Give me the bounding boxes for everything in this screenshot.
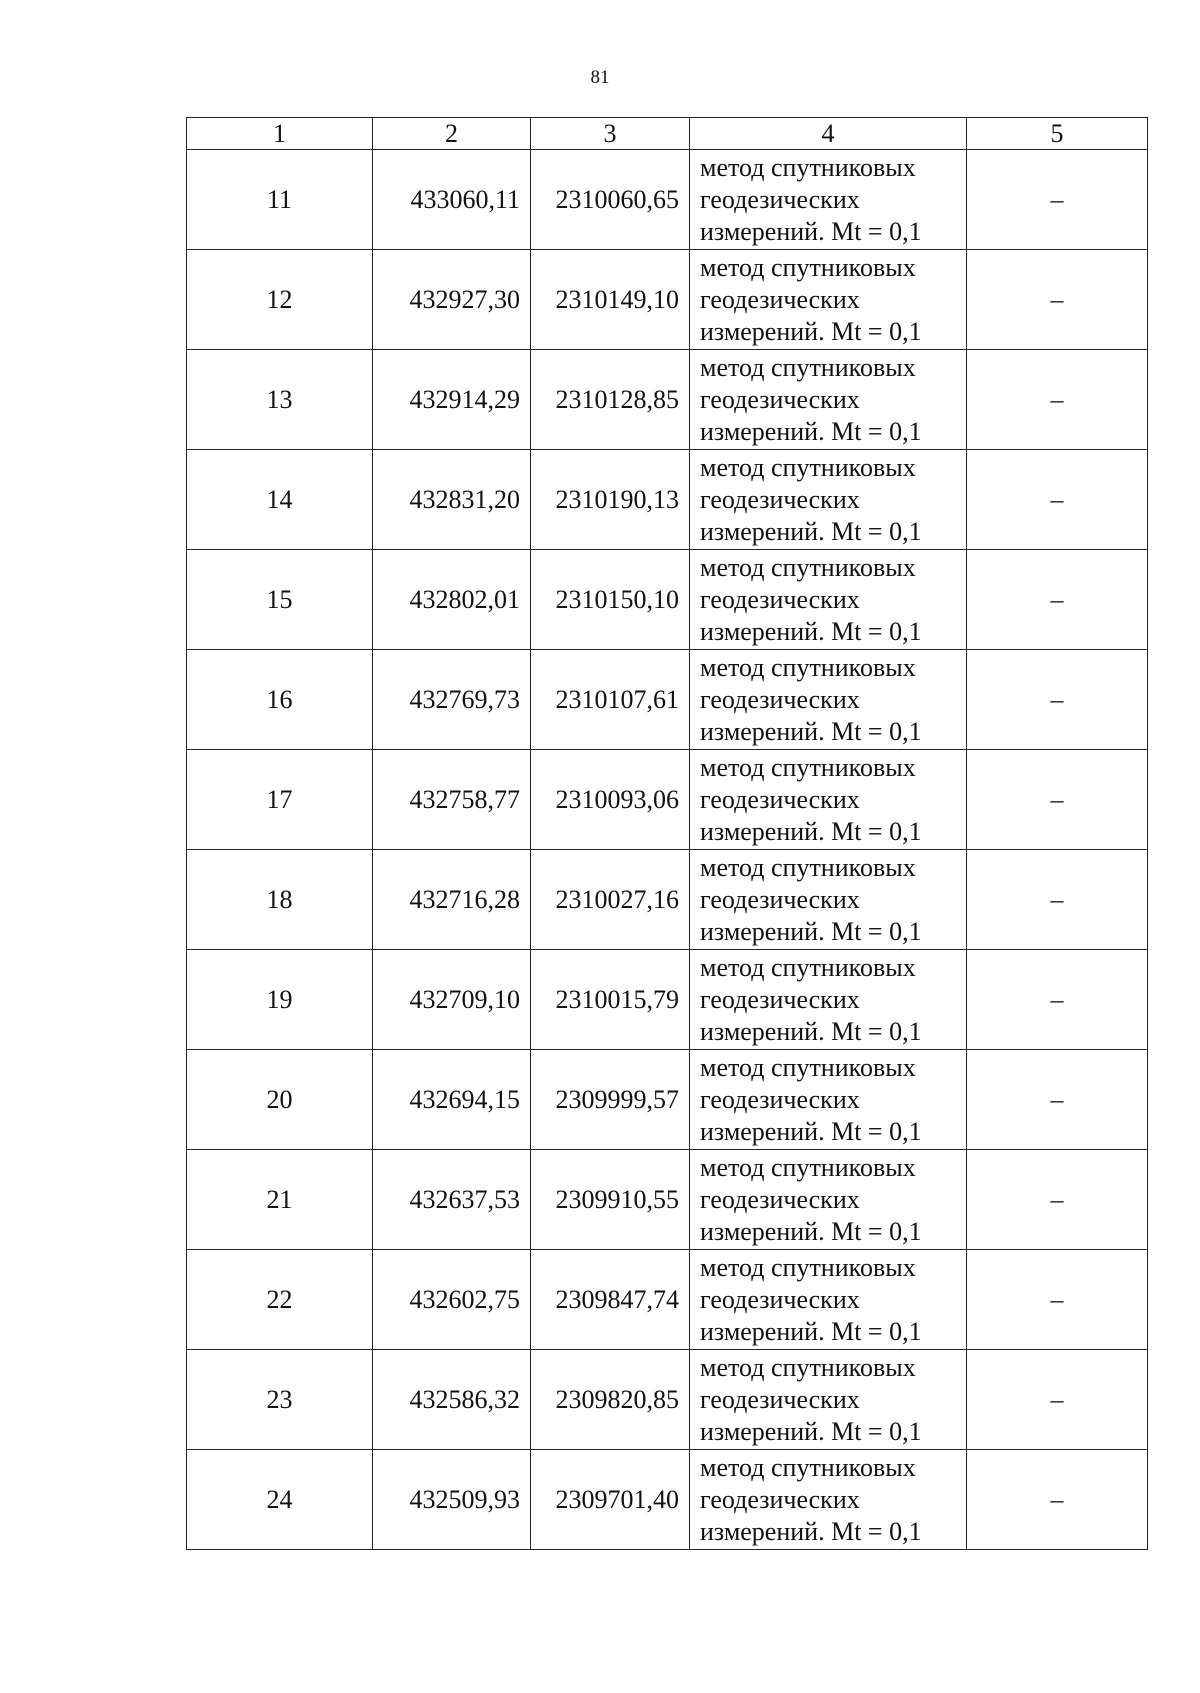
- y-coordinate-cell: 2310027,16: [531, 850, 690, 950]
- method-cell: [690, 1150, 967, 1250]
- method-text-line: метод спутниковых: [700, 652, 916, 682]
- method-text-line: измерений. Mt = 0,1: [700, 616, 922, 646]
- x-coordinate-cell: 433060,11: [373, 150, 531, 250]
- method-cell: [690, 250, 967, 350]
- note-cell: –: [967, 1250, 1148, 1350]
- y-coordinate-cell: 2309999,57: [531, 1050, 690, 1150]
- y-coordinate-cell: 2310190,13: [531, 450, 690, 550]
- method-text-line: метод спутниковых: [700, 1352, 916, 1382]
- x-coordinate-cell: 432637,53: [373, 1150, 531, 1250]
- method-cell: [690, 650, 967, 750]
- y-coordinate-cell: 2310107,61: [531, 650, 690, 750]
- note-cell: –: [967, 350, 1148, 450]
- x-coordinate-cell: 432509,93: [373, 1450, 531, 1550]
- table-body: [187, 118, 1148, 1550]
- method-cell: [690, 1250, 967, 1350]
- table-row: [187, 350, 1148, 450]
- note-cell: –: [967, 850, 1148, 950]
- table-header-row: [187, 118, 1148, 150]
- method-text-line: геодезических: [700, 784, 860, 814]
- coordinates-table: [186, 117, 1148, 1550]
- note-cell: –: [967, 1050, 1148, 1150]
- table-row: [187, 250, 1148, 350]
- point-number-cell: 15: [187, 550, 373, 650]
- method-cell: [690, 1450, 967, 1550]
- note-cell: –: [967, 450, 1148, 550]
- table-row: [187, 450, 1148, 550]
- x-coordinate-cell: 432694,15: [373, 1050, 531, 1150]
- point-number-cell: 24: [187, 1450, 373, 1550]
- method-text-line: измерений. Mt = 0,1: [700, 1316, 922, 1346]
- method-text-line: геодезических: [700, 884, 860, 914]
- x-coordinate-cell: 432769,73: [373, 650, 531, 750]
- x-coordinate-cell: 432914,29: [373, 350, 531, 450]
- point-number-cell: 11: [187, 150, 373, 250]
- point-number-cell: 14: [187, 450, 373, 550]
- method-text-line: метод спутниковых: [700, 252, 916, 282]
- note-cell: –: [967, 750, 1148, 850]
- method-text-line: измерений. Mt = 0,1: [700, 1016, 922, 1046]
- point-number-cell: 12: [187, 250, 373, 350]
- method-cell: [690, 1350, 967, 1450]
- method-text-line: геодезических: [700, 184, 860, 214]
- y-coordinate-cell: 2310093,06: [531, 750, 690, 850]
- point-number-cell: 19: [187, 950, 373, 1050]
- table-row: [187, 950, 1148, 1050]
- y-coordinate-cell: 2309910,55: [531, 1150, 690, 1250]
- method-text-line: измерений. Mt = 0,1: [700, 1516, 922, 1546]
- method-text-line: измерений. Mt = 0,1: [700, 1416, 922, 1446]
- table-row: [187, 1050, 1148, 1150]
- method-cell: [690, 950, 967, 1050]
- point-number-cell: 18: [187, 850, 373, 950]
- point-number-cell: 22: [187, 1250, 373, 1350]
- method-text-line: геодезических: [700, 384, 860, 414]
- method-text-line: измерений. Mt = 0,1: [700, 716, 922, 746]
- point-number-cell: 20: [187, 1050, 373, 1150]
- method-text-line: геодезических: [700, 1384, 860, 1414]
- table-row: [187, 1450, 1148, 1550]
- x-coordinate-cell: 432758,77: [373, 750, 531, 850]
- header-cell-point-number: 1: [187, 118, 373, 150]
- table-row: [187, 1150, 1148, 1250]
- method-text-line: метод спутниковых: [700, 852, 916, 882]
- note-cell: –: [967, 1150, 1148, 1250]
- point-number-cell: 17: [187, 750, 373, 850]
- table-row: [187, 1350, 1148, 1450]
- x-coordinate-cell: 432802,01: [373, 550, 531, 650]
- x-coordinate-cell: 432586,32: [373, 1350, 531, 1450]
- method-text-line: геодезических: [700, 284, 860, 314]
- y-coordinate-cell: 2310150,10: [531, 550, 690, 650]
- method-text-line: геодезических: [700, 1284, 860, 1314]
- method-text-line: измерений. Mt = 0,1: [700, 916, 922, 946]
- method-text-line: измерений. Mt = 0,1: [700, 1216, 922, 1246]
- method-text-line: метод спутниковых: [700, 752, 916, 782]
- method-text-line: геодезических: [700, 984, 860, 1014]
- note-cell: –: [967, 1350, 1148, 1450]
- method-text-line: метод спутниковых: [700, 1152, 916, 1182]
- header-cell-note: 5: [967, 118, 1148, 150]
- method-cell: [690, 850, 967, 950]
- y-coordinate-cell: 2310015,79: [531, 950, 690, 1050]
- table-row: [187, 1250, 1148, 1350]
- x-coordinate-cell: 432716,28: [373, 850, 531, 950]
- method-text-line: метод спутниковых: [700, 1452, 916, 1482]
- header-cell-x: 2: [373, 118, 531, 150]
- table-row: [187, 650, 1148, 750]
- note-cell: –: [967, 250, 1148, 350]
- method-text-line: измерений. Mt = 0,1: [700, 816, 922, 846]
- method-text-line: геодезических: [700, 584, 860, 614]
- point-number-cell: 23: [187, 1350, 373, 1450]
- method-text-line: метод спутниковых: [700, 952, 916, 982]
- table-row: [187, 150, 1148, 250]
- note-cell: –: [967, 650, 1148, 750]
- y-coordinate-cell: 2309820,85: [531, 1350, 690, 1450]
- x-coordinate-cell: 432927,30: [373, 250, 531, 350]
- method-cell: [690, 1050, 967, 1150]
- table-row: [187, 850, 1148, 950]
- y-coordinate-cell: 2309701,40: [531, 1450, 690, 1550]
- method-cell: [690, 450, 967, 550]
- note-cell: –: [967, 1450, 1148, 1550]
- x-coordinate-cell: 432602,75: [373, 1250, 531, 1350]
- header-cell-method: 4: [690, 118, 967, 150]
- x-coordinate-cell: 432709,10: [373, 950, 531, 1050]
- method-text-line: геодезических: [700, 1084, 860, 1114]
- method-text-line: измерений. Mt = 0,1: [700, 1116, 922, 1146]
- x-coordinate-cell: 432831,20: [373, 450, 531, 550]
- note-cell: –: [967, 950, 1148, 1050]
- method-text-line: измерений. Mt = 0,1: [700, 316, 922, 346]
- header-cell-y: 3: [531, 118, 690, 150]
- point-number-cell: 13: [187, 350, 373, 450]
- method-cell: [690, 350, 967, 450]
- method-text-line: метод спутниковых: [700, 1252, 916, 1282]
- point-number-cell: 16: [187, 650, 373, 750]
- method-text-line: измерений. Mt = 0,1: [700, 416, 922, 446]
- y-coordinate-cell: 2309847,74: [531, 1250, 690, 1350]
- method-text-line: измерений. Mt = 0,1: [700, 216, 922, 246]
- page-number: 81: [590, 67, 610, 88]
- method-cell: [690, 750, 967, 850]
- table-row: [187, 750, 1148, 850]
- method-cell: [690, 150, 967, 250]
- method-text-line: геодезических: [700, 1184, 860, 1214]
- point-number-cell: 21: [187, 1150, 373, 1250]
- y-coordinate-cell: 2310128,85: [531, 350, 690, 450]
- method-text-line: метод спутниковых: [700, 152, 916, 182]
- method-cell: [690, 550, 967, 650]
- method-text-line: геодезических: [700, 1484, 860, 1514]
- method-text-line: метод спутниковых: [700, 1052, 916, 1082]
- method-text-line: геодезических: [700, 684, 860, 714]
- note-cell: –: [967, 550, 1148, 650]
- method-text-line: измерений. Mt = 0,1: [700, 516, 922, 546]
- table-row: [187, 550, 1148, 650]
- method-text-line: метод спутниковых: [700, 352, 916, 382]
- method-text-line: метод спутниковых: [700, 552, 916, 582]
- method-text-line: геодезических: [700, 484, 860, 514]
- y-coordinate-cell: 2310060,65: [531, 150, 690, 250]
- note-cell: –: [967, 150, 1148, 250]
- method-text-line: метод спутниковых: [700, 452, 916, 482]
- y-coordinate-cell: 2310149,10: [531, 250, 690, 350]
